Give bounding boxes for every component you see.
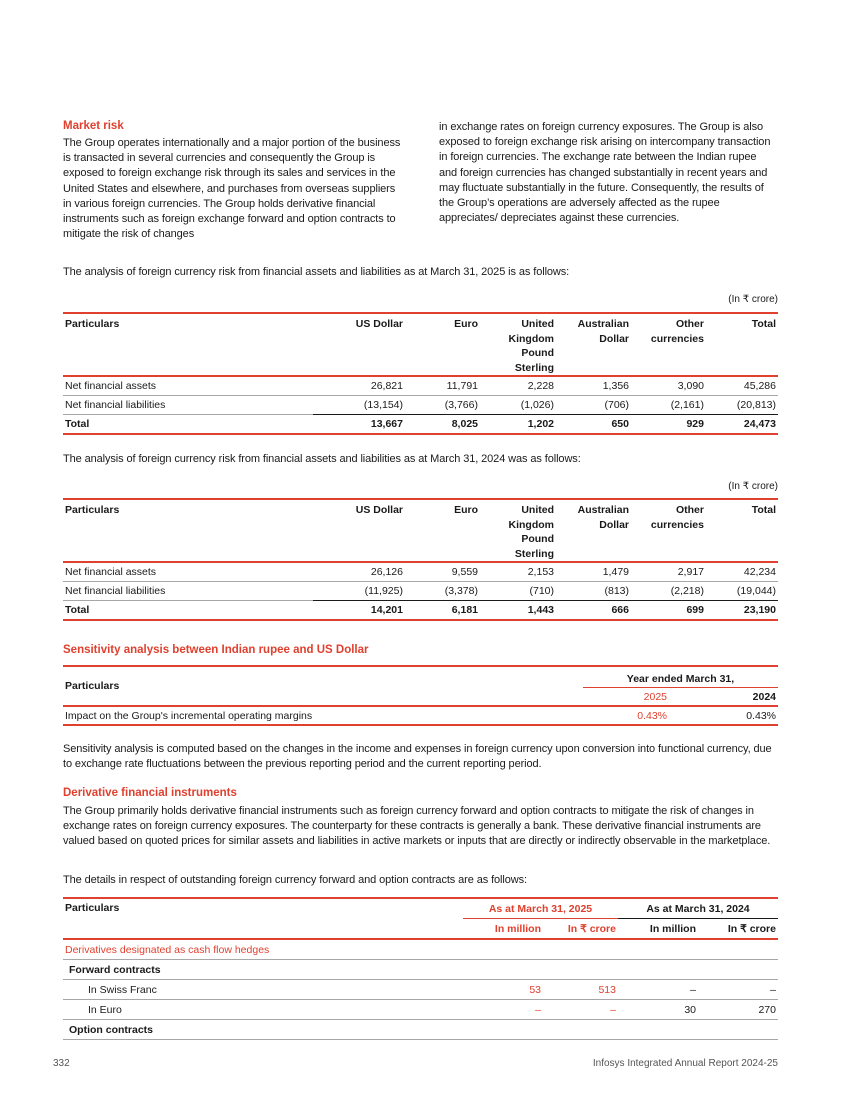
row-label: Net financial liabilities xyxy=(65,399,166,411)
cell: (11,925) xyxy=(313,582,405,601)
col-header: Other currencies xyxy=(650,504,704,531)
cell: (3,766) xyxy=(405,396,480,415)
table-header-row xyxy=(63,499,778,562)
col-header: Euro xyxy=(454,318,478,330)
col-header: Particulars xyxy=(65,318,120,330)
cell: 1,356 xyxy=(602,380,629,392)
particulars-header: Particulars xyxy=(63,898,463,939)
table-row xyxy=(63,376,778,396)
year-current-header: 2025 xyxy=(643,690,667,703)
cell: (13,154) xyxy=(313,396,405,415)
row-label: Net financial assets xyxy=(65,380,157,392)
cell: 30 xyxy=(684,1003,696,1016)
col-header: United Kingdom Pound Sterling xyxy=(508,504,554,560)
derivatives-body: The Group primarily holds derivative financial instruments such as foreign currency forward and option contracts to mitigate the risk of changes in exchange rates on foreign currency exposures. The counterparty for these contracts is generally a bank. These derivative financial instruments are valued based on quoted prices for similar assets and liabilities in active markets or inputs that are directly or indirectly observable in the marketplace. xyxy=(63,805,771,847)
forward-contracts-label: Forward contracts xyxy=(69,963,161,976)
cell: 3,090 xyxy=(677,380,704,392)
col-header: US Dollar xyxy=(355,318,403,330)
market-risk-section xyxy=(63,120,778,242)
cell: – xyxy=(690,983,696,996)
fx2024-unit: (In ₹ crore) xyxy=(728,481,778,492)
col-header: United Kingdom Pound Sterling xyxy=(508,318,554,374)
fx2025-intro: The analysis of foreign currency risk from financial assets and liabilities as at March 31, 2025 is as follows: xyxy=(63,266,570,278)
cell: 23,190 xyxy=(743,604,776,616)
group-prior-header: As at March 31, 2024 xyxy=(618,898,778,919)
cell: 8,025 xyxy=(451,418,478,430)
market-risk-col-1 xyxy=(63,120,401,242)
row-label: Net financial liabilities xyxy=(65,585,166,597)
cell: 11,791 xyxy=(446,380,478,392)
fx2024-table xyxy=(63,498,778,621)
page-number: 332 xyxy=(53,1058,70,1069)
cell: 42,234 xyxy=(743,566,776,578)
cell: 699 xyxy=(686,604,704,616)
cell: 26,126 xyxy=(370,566,403,578)
derivatives-table xyxy=(63,897,778,1040)
value-current: 0.43% xyxy=(637,709,667,722)
sub-crore-prior: In ₹ crore xyxy=(727,922,776,935)
cell: (813) xyxy=(556,582,631,601)
col-header: US Dollar xyxy=(355,504,403,516)
cell: 270 xyxy=(758,1003,776,1016)
market-risk-paragraph-1: The Group operates internationally and a major portion of the business is transacted in several currencies and consequently the Group is exposed to foreign exchange risk through its sales and services in the United States and elsewhere, and purchases from overseas suppliers in various foreign currencies. The Group holds derivative financial instruments such as foreign exchange forward and option contracts to mitigate the risk of changes xyxy=(63,137,401,241)
cell: 513 xyxy=(598,983,616,996)
year-group-header: Year ended March 31, xyxy=(583,666,778,688)
sub-crore-current: In ₹ crore xyxy=(567,922,616,935)
row-label: Total xyxy=(65,418,90,430)
sensitivity-note: Sensitivity analysis is computed based on the changes in the income and expenses in foreign currency upon conversion into functional currency, due to exchange rate fluctuations between the previous reporting period and the current reporting period. xyxy=(63,743,772,770)
cell: 929 xyxy=(686,418,704,430)
section-label: Derivatives designated as cash flow hedges xyxy=(65,943,270,956)
cell: (20,813) xyxy=(706,396,778,415)
cell: 24,473 xyxy=(743,418,776,430)
derivatives-heading: Derivative financial instruments xyxy=(63,787,237,799)
group-current-header: As at March 31, 2025 xyxy=(463,898,618,919)
cell: 26,821 xyxy=(370,380,403,392)
row-label: Impact on the Group's incremental operating margins xyxy=(65,709,313,722)
sensitivity-table xyxy=(63,665,778,726)
cell: (710) xyxy=(480,582,556,601)
market-risk-paragraph-2: in exchange rates on foreign currency exposures. The Group is also exposed to foreign exchange risk arising on intercompany transaction in foreign currencies. The exchange rate between the Indian rupee and foreign currencies has changed substantially in recent years and may fluctuate substantially in the future. Consequently, the results of the Group’s operations are adversely affected as the rupee appreciates/ depreciates against these currencies. xyxy=(439,121,771,225)
cell: – xyxy=(535,1003,541,1016)
cell: 666 xyxy=(611,604,629,616)
col-header: Particulars xyxy=(65,504,120,516)
col-header: Total xyxy=(751,504,776,516)
cell: 2,153 xyxy=(527,566,554,578)
cell: 1,443 xyxy=(527,604,554,616)
col-header: Euro xyxy=(454,504,478,516)
cell: 14,201 xyxy=(370,604,403,616)
table-row xyxy=(63,562,778,582)
col-header: Australian Dollar xyxy=(577,318,629,345)
row-label: Total xyxy=(65,604,90,616)
col-header: Other currencies xyxy=(650,318,704,345)
market-risk-heading: Market risk xyxy=(63,120,124,132)
cell: 6,181 xyxy=(451,604,478,616)
table-row xyxy=(63,980,778,1000)
row-label: Net financial assets xyxy=(65,566,157,578)
cell: (3,378) xyxy=(405,582,480,601)
sensitivity-heading: Sensitivity analysis between Indian rupee and US Dollar xyxy=(63,644,369,656)
table-row xyxy=(63,1000,778,1020)
cell: – xyxy=(610,1003,616,1016)
market-risk-col-2 xyxy=(439,120,777,242)
col-header: Total xyxy=(751,318,776,330)
cell: (19,044) xyxy=(706,582,778,601)
table-row xyxy=(63,396,778,415)
cell: (1,026) xyxy=(480,396,556,415)
row-label: In Swiss Franc xyxy=(88,983,157,996)
cell: 2,917 xyxy=(677,566,704,578)
value-prior: 0.43% xyxy=(746,709,776,722)
cell: 53 xyxy=(529,983,541,996)
particulars-header: Particulars xyxy=(63,666,583,706)
fx2025-table xyxy=(63,312,778,435)
derivatives-intro: The details in respect of outstanding foreign currency forward and option contracts are as follows: xyxy=(63,874,527,886)
cell: – xyxy=(770,983,776,996)
sub-million-current: In million xyxy=(494,922,541,935)
table-total-row xyxy=(63,601,778,621)
col-header: Australian Dollar xyxy=(577,504,629,531)
cell: 1,202 xyxy=(527,418,554,430)
cell: (2,218) xyxy=(631,582,706,601)
cell: 13,667 xyxy=(370,418,403,430)
table-total-row xyxy=(63,415,778,435)
cell: (706) xyxy=(556,396,631,415)
cell: 650 xyxy=(611,418,629,430)
fx2025-unit: (In ₹ crore) xyxy=(728,294,778,305)
year-prior-header: 2024 xyxy=(752,690,776,703)
cell: 2,228 xyxy=(527,380,554,392)
table-row xyxy=(63,582,778,601)
sub-million-prior: In million xyxy=(649,922,696,935)
cell: 9,559 xyxy=(451,566,478,578)
table-row xyxy=(63,706,778,725)
fx2024-intro: The analysis of foreign currency risk from financial assets and liabilities as at March 31, 2024 was as follows: xyxy=(63,453,581,465)
option-contracts-label: Option contracts xyxy=(69,1023,154,1036)
cell: 1,479 xyxy=(602,566,629,578)
cell: 45,286 xyxy=(743,380,776,392)
cell: (2,161) xyxy=(631,396,706,415)
table-header-row xyxy=(63,313,778,376)
report-title: Infosys Integrated Annual Report 2024-25 xyxy=(592,1058,778,1069)
row-label: In Euro xyxy=(88,1003,122,1016)
